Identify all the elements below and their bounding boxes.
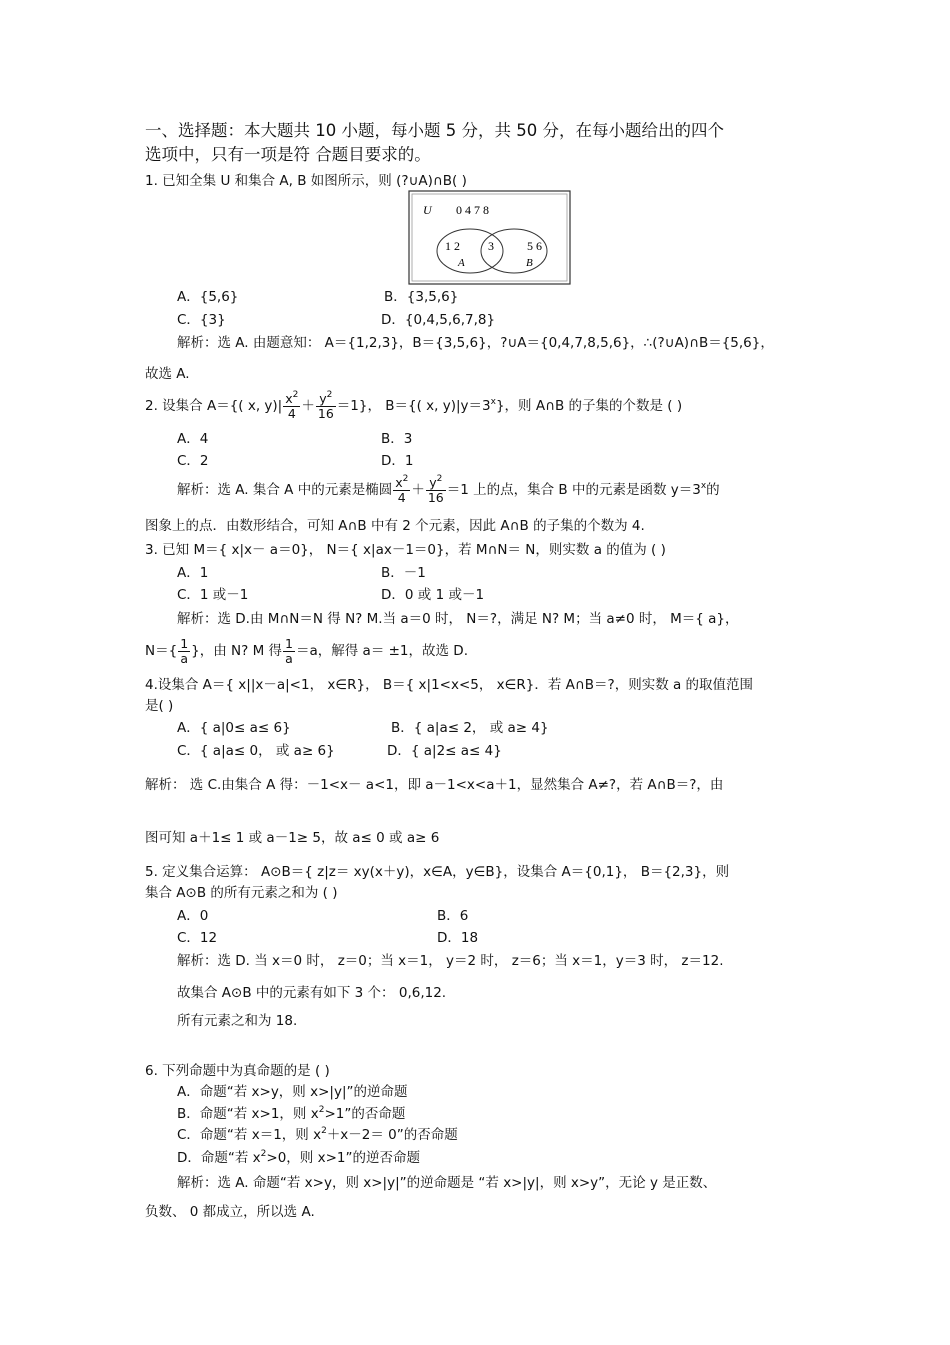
- venn-label-u: U: [423, 203, 432, 217]
- q2-sol-frac-x2-over-4: $\frac{x^2}{4}$: [395, 473, 409, 505]
- venn-diagram: [408, 190, 571, 285]
- venn-label-b: B: [526, 257, 533, 269]
- q2-option-c: C．2: [177, 453, 209, 469]
- q2-stem: 2. 设集合 A＝{( x, y)| $\frac{x^2}{4}$ ＋ $\frac{y^2}{16}$ ＝1}， B＝{( x, $y)|y=3^x$}，则 A∩B 的子集的个数是 ( ): [145, 389, 683, 421]
- q3-option-a: A．1: [177, 565, 209, 581]
- q2-solution-line1: 解析：选 A. 集合 A 中的元素是椭圆 $\frac{x^2}{4}$ ＋ $\frac{y^2}{16}$ ＝1 上的点，集合 B 中的元素是函数 $y=3^x$的: [177, 473, 720, 505]
- q5-option-c: C．12: [177, 930, 218, 946]
- venn-a-only-elements: 1 2: [445, 239, 460, 253]
- q3-solution-line1: 解析：选 D.由 M∩N＝N 得 N? M.当 a＝0 时， N＝?，满足 N? M；当 a≠0 时， M＝{ a}，: [177, 611, 739, 627]
- q2-stem-part3: }，则 A∩B 的子集的个数是 ( ): [495, 398, 683, 414]
- q5-option-d: D．18: [437, 930, 479, 946]
- q6-option-c: C．命题“若 x＝1，则 $x^2+x-2= 0$”的否命题: [177, 1126, 458, 1143]
- q1-stem: 1. 已知全集 U 和集合 A, B 如图所示，则 (?∪A)∩B( ): [145, 173, 467, 189]
- q5-solution-line3: 所有元素之和为 18.: [177, 1013, 298, 1029]
- venn-label-a: A: [458, 257, 465, 269]
- q6-stem: 6. 下列命题中为真命题的是 ( ): [145, 1063, 330, 1079]
- q4-option-a: A．{ a|0≤ a≤ 6}: [177, 720, 291, 736]
- q4-stem-line2: 是( ): [145, 698, 174, 714]
- q5-solution-line1: 解析：选 D. 当 x＝0 时， z＝0；当 x＝1， y＝2 时， z＝6；当 x＝1，y＝3 时， z＝12.: [177, 953, 724, 969]
- q6-solution-line1: 解析：选 A. 命题“若 x>y，则 x>|y|”的逆命题是 “若 x>|y|，则 x>y”，无论 y 是正数、: [177, 1175, 717, 1191]
- venn-inner-frame: [412, 194, 567, 281]
- q1-option-b: B．{3,5,6}: [384, 289, 459, 305]
- q4-option-d: D．{ a|2≤ a≤ 4}: [387, 743, 502, 759]
- venn-universe-frame: [409, 191, 570, 284]
- q6-option-a: A．命题“若 x>y，则 x>|y|”的逆命题: [177, 1084, 408, 1100]
- q2-frac-x2-over-4: $\frac{x^2}{4}$: [285, 389, 299, 421]
- venn-b-only-elements: 5 6: [527, 239, 542, 253]
- q6-option-d: D．命题“若 $x^2>0$，则 x>1”的逆否命题: [177, 1149, 420, 1166]
- q2-solution-line2: 图象上的点．由数形结合，可知 A∩B 中有 2 个元素，因此 A∩B 的子集的个数为 4.: [145, 518, 645, 534]
- q5-stem-line1: 5. 定义集合运算： A⊙B＝{ z|z＝ xy(x＋y)，x∈A，y∈B}，设集合 A＝{0,1}， B＝{2,3}，则: [145, 864, 730, 880]
- q5-option-b: B．6: [437, 908, 469, 924]
- venn-intersection-element: 3: [488, 239, 494, 253]
- q6-option-b: B．命题“若 x>1，则 $x^2>1$”的否命题: [177, 1105, 406, 1122]
- q1-option-c: C．{3}: [177, 312, 226, 328]
- q3-option-b: B．－1: [381, 565, 426, 581]
- q4-solution-line1: 解析： 选 C.由集合 A 得：－1<x－ a<1，即 a－1<x<a＋1，显然集合 A≠?，若 A∩B＝?，由: [145, 777, 724, 793]
- q5-option-a: A．0: [177, 908, 209, 924]
- section-header-line1: 一、选择题：本大题共 10 小题，每小题 5 分，共 50 分，在每小题给出的四个: [145, 121, 724, 140]
- q2-sol-frac-y2-over-16: $\frac{y^2}{16}$: [427, 473, 444, 505]
- q4-stem-line1: 4.设集合 A＝{ x||x－a|<1， x∈R}， B＝{ x|1<x<5， x∈R}．若 A∩B＝?，则实数 a 的取值范围: [145, 677, 754, 693]
- q4-option-b: B．{ a|a≤ 2， 或 a≥ 4}: [391, 720, 549, 736]
- q2-frac-y2-over-16: $\frac{y^2}{16}$: [317, 389, 334, 421]
- q1-solution-line2: 故选 A.: [145, 366, 190, 382]
- section-header-line2: 选项中，只有一项是符 合题目要求的。: [145, 145, 431, 164]
- q5-stem-line2: 集合 A⊙B 的所有元素之和为 ( ): [145, 885, 338, 901]
- q6-solution-line2: 负数、 0 都成立，所以选 A.: [145, 1204, 315, 1220]
- q1-option-d: D．{0,4,5,6,7,8}: [381, 312, 496, 328]
- q2-option-d: D．1: [381, 453, 414, 469]
- venn-outside-elements: 0 4 7 8: [456, 203, 489, 217]
- q2-option-a: A．4: [177, 431, 209, 447]
- q2-stem-part1: 2. 设集合 A＝{( x, y)|: [145, 398, 283, 414]
- q1-option-a: A．{5,6}: [177, 289, 239, 305]
- q4-solution-line2: 图可知 a＋1≤ 1 或 a－1≥ 5，故 a≤ 0 或 a≥ 6: [145, 830, 440, 846]
- q3-option-c: C．1 或－1: [177, 587, 249, 603]
- q2-option-b: B．3: [381, 431, 413, 447]
- q3-solution-line2: N＝{ $\frac{1}{a}$ }，由 N? M 得 $\frac{1}{a}$ ＝a，解得 a＝ ±1，故选 D.: [145, 635, 468, 666]
- q5-solution-line2: 故集合 A⊙B 中的元素有如下 3 个： 0,6,12.: [177, 985, 447, 1001]
- q3-stem: 3. 已知 M＝{ x|x－ a＝0}， N＝{ x|ax－1＝0}，若 M∩N＝ N，则实数 a 的值为 ( ): [145, 542, 666, 558]
- q2-stem-part2: ＝1}， B＝{( x, y)|y＝3: [336, 398, 491, 414]
- q3-frac-1-over-a: $\frac{1}{a}$: [180, 635, 189, 666]
- q3-frac-1-over-a-2: $\frac{1}{a}$: [285, 635, 293, 666]
- q3-option-d: D．0 或 1 或－1: [381, 587, 485, 603]
- q1-solution-line1: 解析：选 A. 由题意知： A＝{1,2,3}，B＝{3,5,6}，?∪A＝{0,4,7,8,5,6}，∴(?∪A)∩B＝{5,6}，: [177, 335, 774, 351]
- q4-option-c: C．{ a|a≤ 0， 或 a≥ 6}: [177, 743, 335, 759]
